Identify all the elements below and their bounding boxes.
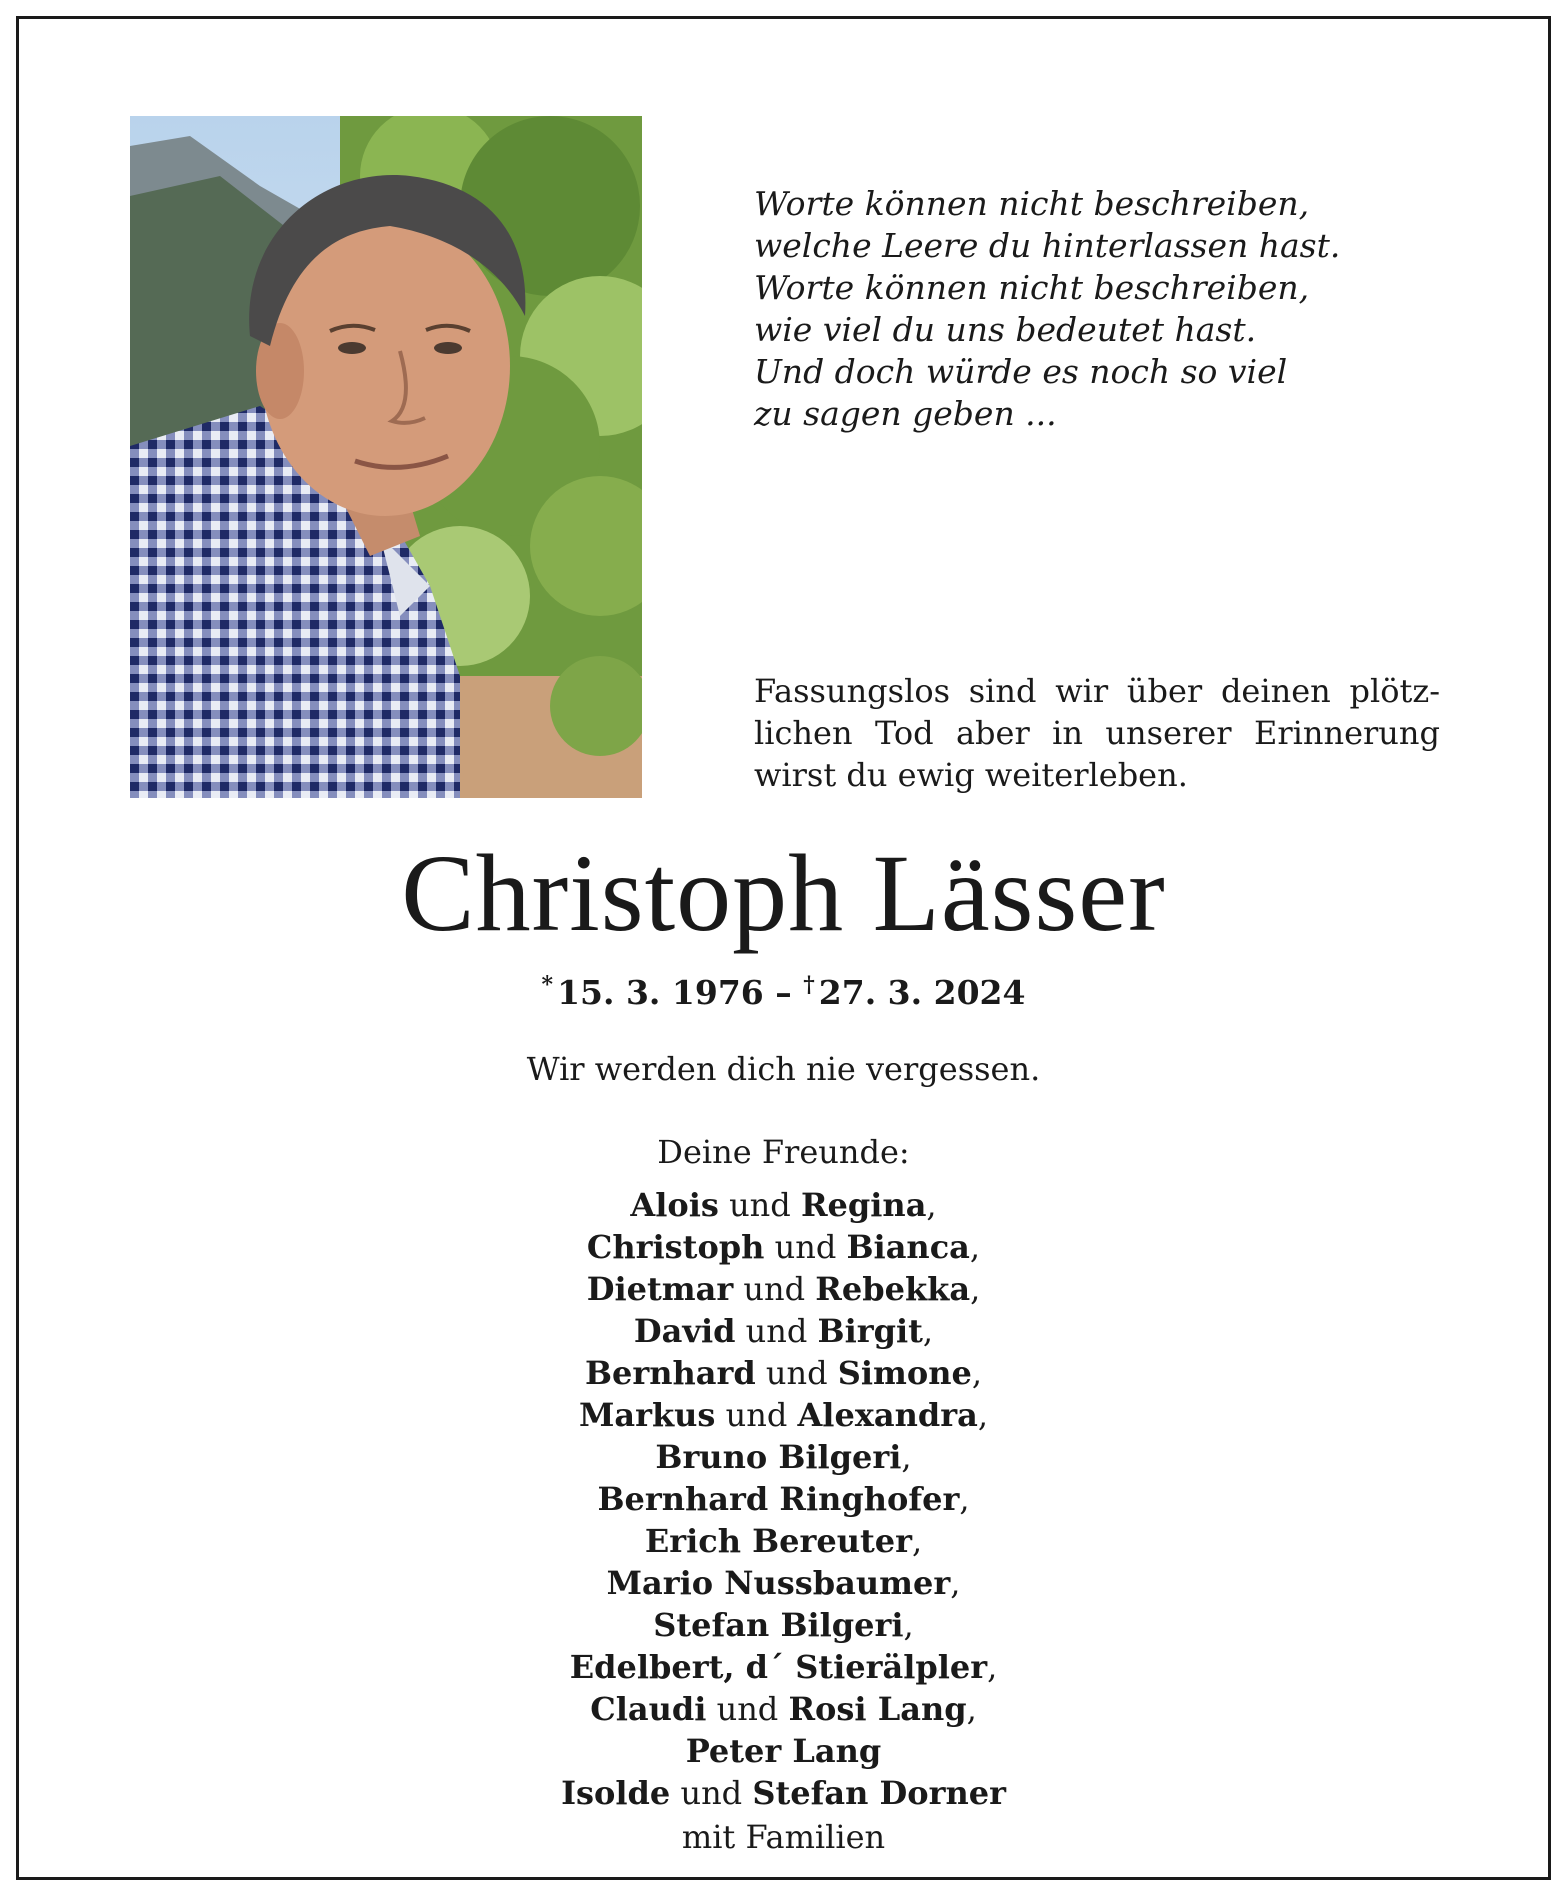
mourner-name: Simone <box>837 1354 972 1392</box>
conjunction: und <box>733 1270 816 1308</box>
mourner-name: Bernhard Ringhofer <box>597 1480 960 1518</box>
birth-date: 15. 3. 1976 <box>557 973 764 1012</box>
mourner-row <box>0 1268 1567 1310</box>
mourners-list <box>0 1184 1567 1814</box>
deceased-name: Christoph Lässer <box>401 832 1166 954</box>
punctuation: , <box>987 1648 998 1686</box>
freunde-label: Deine Freunde: <box>657 1133 910 1171</box>
conjunction: und <box>718 1186 801 1224</box>
conjunction: und <box>715 1396 798 1434</box>
poem-line: zu sagen geben ... <box>754 394 1057 433</box>
mourner-row <box>0 1562 1567 1604</box>
mourner-row <box>0 1184 1567 1226</box>
mourner-name: Bianca <box>846 1228 970 1266</box>
conjunction: und <box>706 1690 789 1728</box>
mourner-name: Rebekka <box>815 1270 971 1308</box>
poem-line: wie viel du uns bedeutet hast. <box>754 310 1257 349</box>
punctuation: , <box>971 1354 983 1392</box>
death-symbol: † <box>803 972 815 998</box>
mourner-name: Regina <box>800 1186 927 1224</box>
grief-line: Fassungslos sind wir über deinen plötz- <box>754 672 1440 710</box>
punctuation: , <box>969 1228 981 1266</box>
mourner-row <box>0 1310 1567 1352</box>
mourner-name: Erich Bereuter <box>644 1522 912 1560</box>
conjunction: und <box>670 1774 753 1812</box>
mourner-name: Stefan Bilgeri <box>653 1606 904 1644</box>
life-dates <box>0 965 1567 1013</box>
mourner-row <box>0 1772 1567 1814</box>
mourner-name: Stefan Dorner <box>752 1774 1006 1812</box>
grief-text <box>754 670 1440 796</box>
mourner-name: Isolde <box>561 1774 671 1812</box>
punctuation: , <box>959 1480 970 1518</box>
grief-line: wirst du ewig weiterleben. <box>754 756 1188 794</box>
mourner-name: Rosi Lang <box>788 1690 967 1728</box>
death-date: 27. 3. 2024 <box>818 973 1026 1012</box>
punctuation: , <box>950 1564 961 1602</box>
mourner-name: Edelbert, d´ Stierälpler <box>569 1648 988 1686</box>
farewell-text: Wir werden dich nie vergessen. <box>526 1050 1041 1088</box>
date-separator: – <box>775 973 792 1012</box>
mourner-name: Markus <box>578 1396 716 1434</box>
poem-line: Worte können nicht beschreiben, <box>754 184 1310 223</box>
mourner-name: Birgit <box>817 1312 923 1350</box>
mourner-row <box>0 1478 1567 1520</box>
mourner-name: Alois <box>630 1186 719 1224</box>
grief-line: lichen Tod aber in unserer Erinnerung <box>754 714 1440 752</box>
mourner-name: Bernhard <box>584 1354 756 1392</box>
mourner-name: Alexandra <box>797 1396 978 1434</box>
mourner-row <box>0 1646 1567 1688</box>
mourner-name: David <box>633 1312 736 1350</box>
conjunction: und <box>735 1312 818 1350</box>
mourner-name: Bruno Bilgeri <box>655 1438 902 1476</box>
mourner-name: Christoph <box>586 1228 765 1266</box>
punctuation: , <box>901 1438 912 1476</box>
closing-text: mit Familien <box>681 1818 886 1856</box>
mourner-name: Mario Nussbaumer <box>606 1564 951 1602</box>
punctuation: , <box>970 1270 981 1308</box>
poem-line: Und doch würde es noch so viel <box>754 352 1288 391</box>
punctuation: , <box>922 1312 934 1350</box>
memorial-poem <box>754 183 1474 435</box>
mourner-row <box>0 1436 1567 1478</box>
mourner-row <box>0 1520 1567 1562</box>
poem-line: Worte können nicht beschreiben, <box>754 268 1310 307</box>
mourner-name: Dietmar <box>586 1270 734 1308</box>
mourner-row <box>0 1604 1567 1646</box>
mourner-name: Claudi <box>590 1690 707 1728</box>
birth-symbol: * <box>541 972 554 998</box>
mourner-row <box>0 1688 1567 1730</box>
mourner-row <box>0 1394 1567 1436</box>
mourner-name: Peter Lang <box>685 1732 882 1770</box>
mourner-row <box>0 1226 1567 1268</box>
punctuation: , <box>912 1522 923 1560</box>
punctuation: , <box>966 1690 977 1728</box>
punctuation: , <box>903 1606 914 1644</box>
mourner-row <box>0 1352 1567 1394</box>
conjunction: und <box>755 1354 838 1392</box>
portrait-photo <box>130 116 642 798</box>
punctuation: , <box>926 1186 937 1224</box>
poem-line: welche Leere du hinterlassen hast. <box>754 226 1341 265</box>
conjunction: und <box>764 1228 847 1266</box>
mourner-row <box>0 1730 1567 1772</box>
punctuation: , <box>977 1396 989 1434</box>
